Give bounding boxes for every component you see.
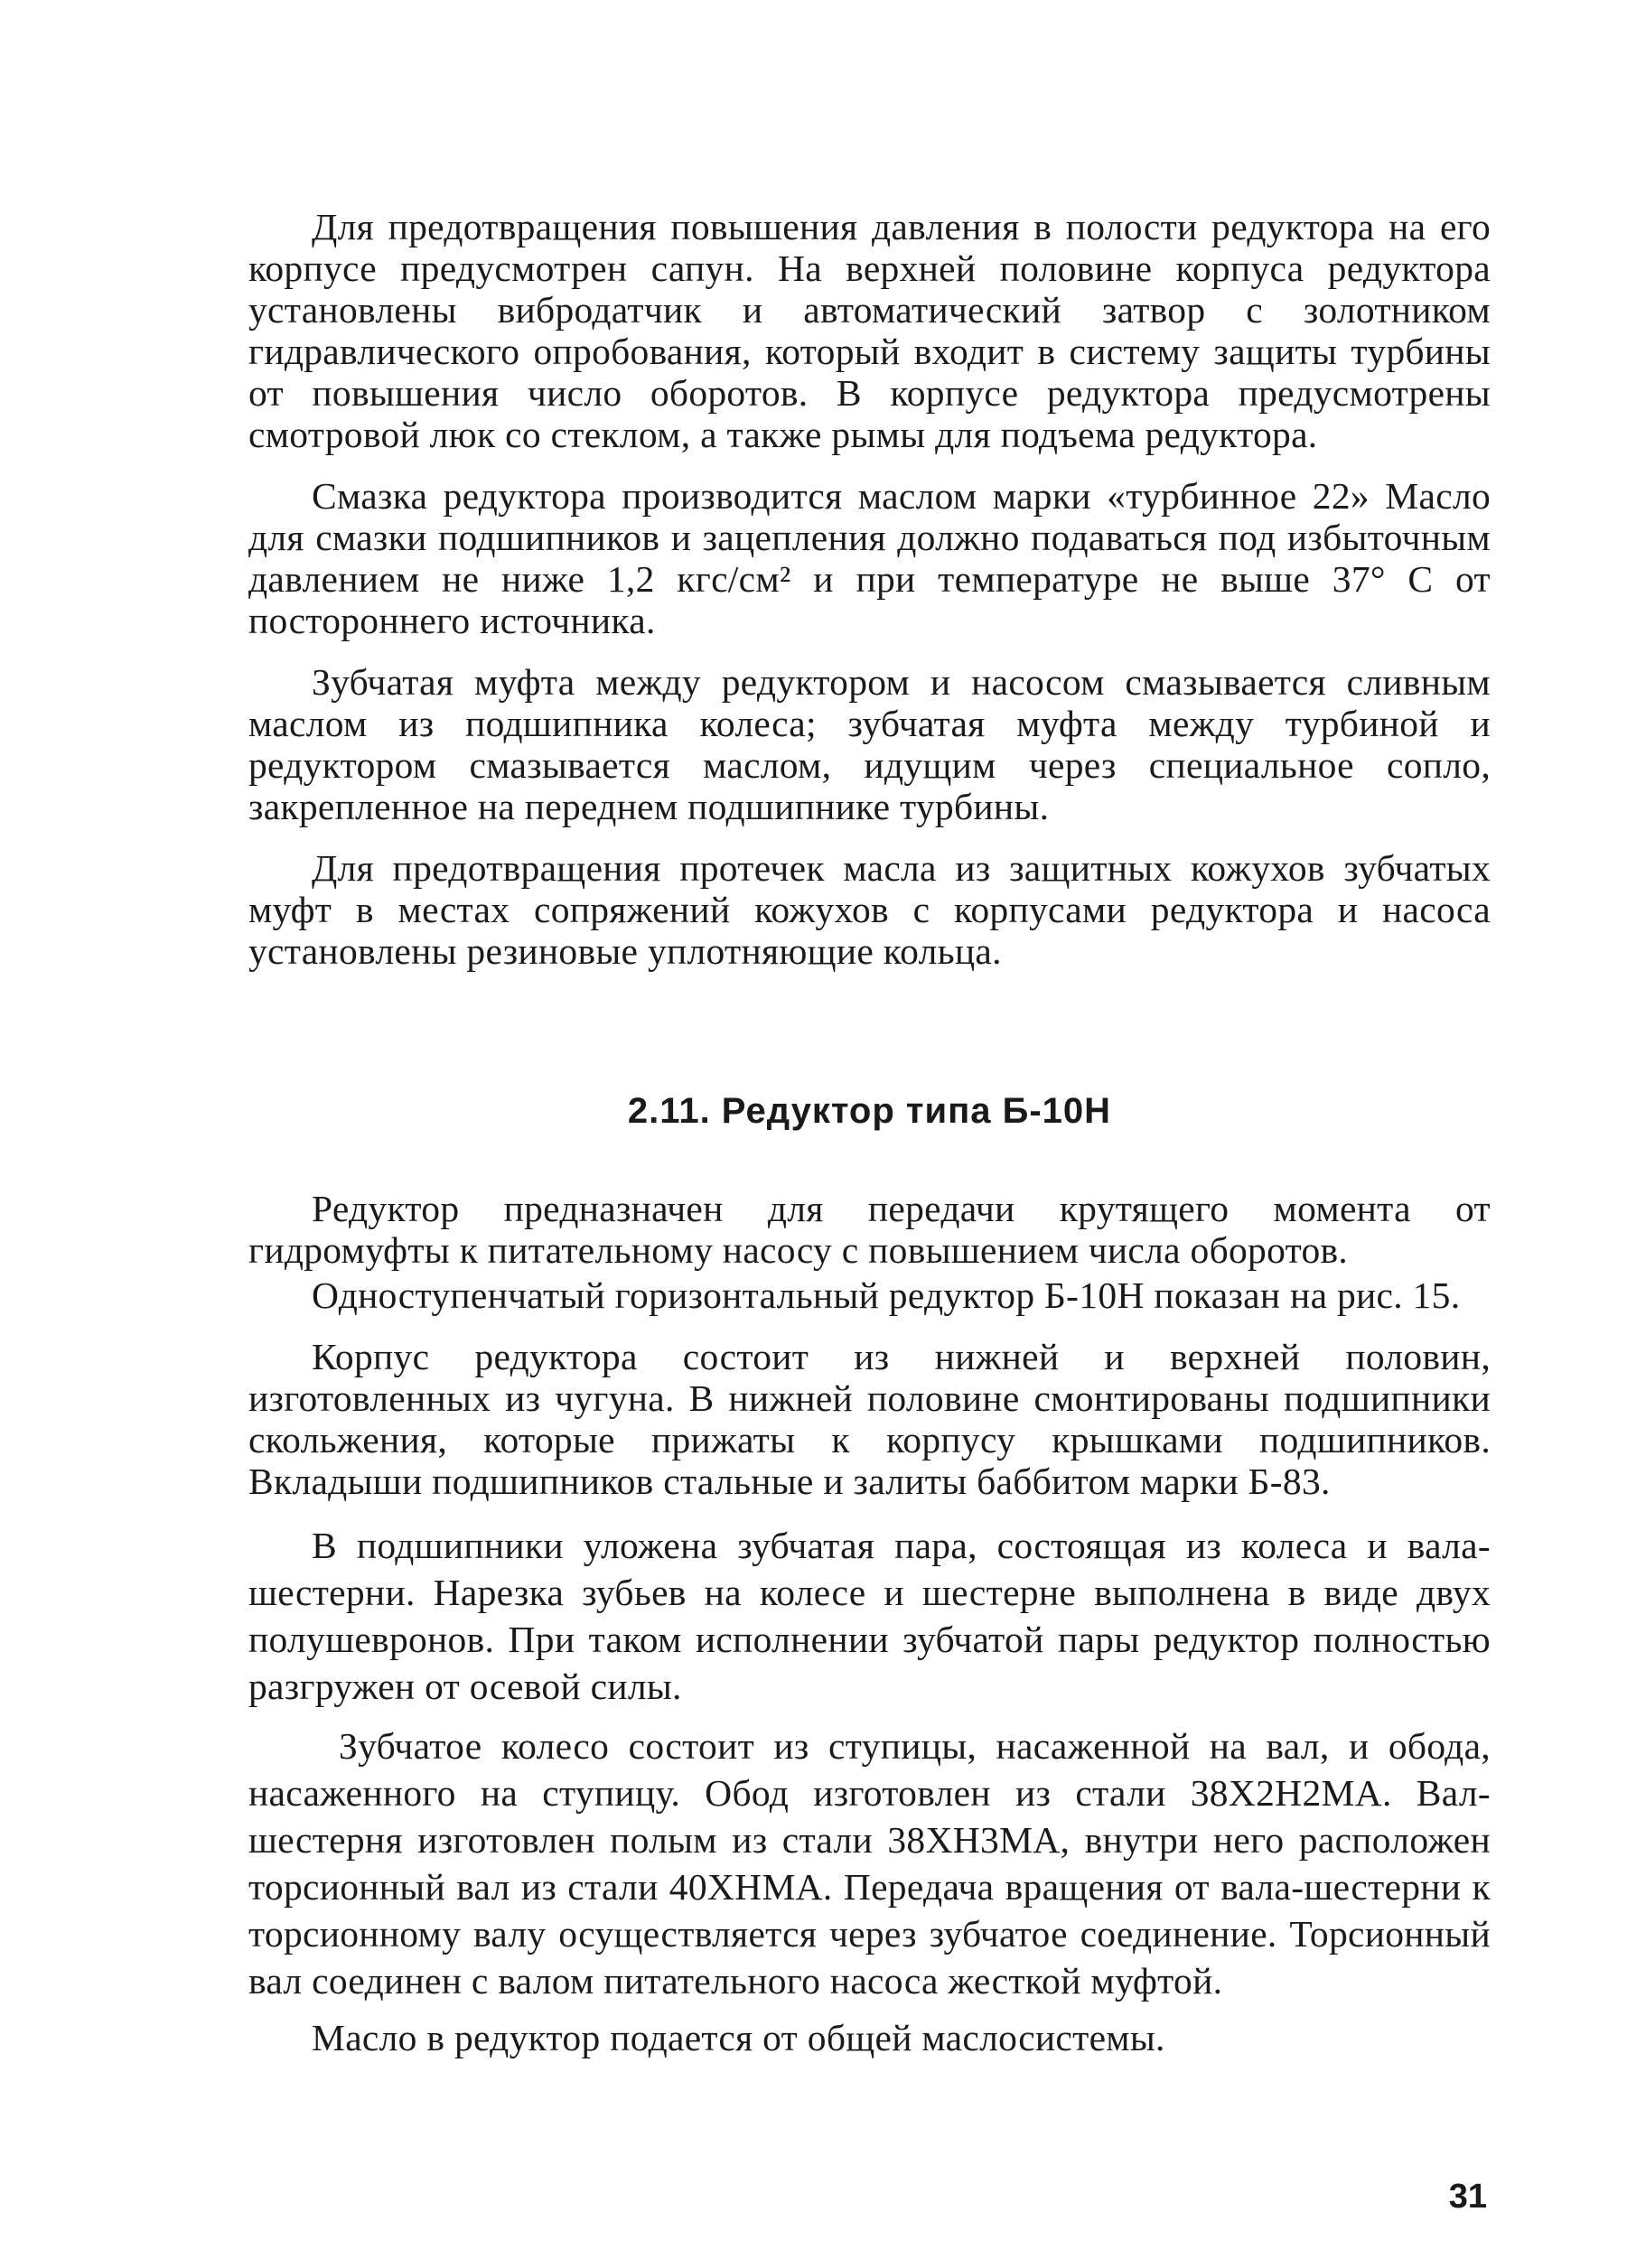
- paragraph-gear-coupling: Зубчатая муфта между редуктором и насосом смазывается сливным маслом из подшипника колеса; зубчатая муфта между турбиной и редуктором смазывается маслом, идущим через специальное сопло, закрепленное на переднем подшипнике турбины.: [248, 661, 1491, 827]
- section-heading: 2.11. Редуктор типа Б-10Н: [627, 1091, 1112, 1131]
- paragraph-figure-ref: Одноступенчатый горизонтальный редуктор Б-10Н показан на рис. 15.: [312, 1274, 1461, 1316]
- paragraph-breather: Для предотвращения повышения давления в полости редуктора на его корпусе предусмотрен сапун. На верхней половине корпуса редуктора установлены вибродатчик и автоматический затвор с золотником гидравлического опробования, который входит в систему защиты турбины от повышения число оборотов. В корпусе редуктора предусмотрены смотровой люк со стеклом, а также рымы для подъема редуктора.: [248, 206, 1491, 455]
- paragraph-oil-supply: Масло в редуктор подается от общей маслосистемы.: [312, 2017, 1165, 2058]
- page-number: 31: [1448, 2178, 1487, 2216]
- paragraph-lubrication: Смазка редуктора производится маслом марки «турбинное 22» Масло для смазки подшипников и зацепления должно подаваться под избыточным давлением не ниже 1,2 кгс/см² и при температуре не выше 37° С от постороннего источника.: [248, 475, 1491, 641]
- text-block-bottom: [248, 1188, 1491, 2058]
- paragraph-purpose: Редуктор предназначен для передачи крутящего момента от гидромуфты к питательному насосу с повышением числа оборотов.: [248, 1188, 1491, 1271]
- paragraph-gear-pair: В подшипники уложена зубчатая пара, состоящая из колеса и вала-шестерни. Нарезка зубьев на колесе и шестерне выполнена в виде двух полушевронов. При таком исполнении зубчатой пары редуктор полностью разгружен от осевой силы.: [248, 1525, 1491, 1707]
- paragraph-gear-wheel: Зубчатое колесо состоит из ступицы, насаженной на вал, и обода, насаженного на ступицу. Обод изготовлен из стали 38Х2Н2МА. Вал-шестерня изготовлен полым из стали 38ХН3МА, внутри него расположен торсионный вал из стали 40ХНМА. Передача вращения от вала-шестерни к торсионному валу осуществляется через зубчатое соединение. Торсионный вал соединен с валом питательного насоса жесткой муфтой.: [248, 1725, 1491, 2002]
- paragraph-seal-rings: Для предотвращения протечек масла из защитных кожухов зубчатых муфт в местах сопряжений кожухов с корпусами редуктора и насоса установлены резиновые уплотняющие кольца.: [248, 847, 1491, 972]
- paragraph-housing: Корпус редуктора состоит из нижней и верхней половин, изготовленных из чугуна. В нижней половине смонтированы подшипники скольжения, которые прижаты к корпусу крышками подшипников. Вкладыши подшипников стальные и залиты баббитом марки Б-83.: [248, 1336, 1491, 1502]
- text-block-top: [248, 206, 1491, 972]
